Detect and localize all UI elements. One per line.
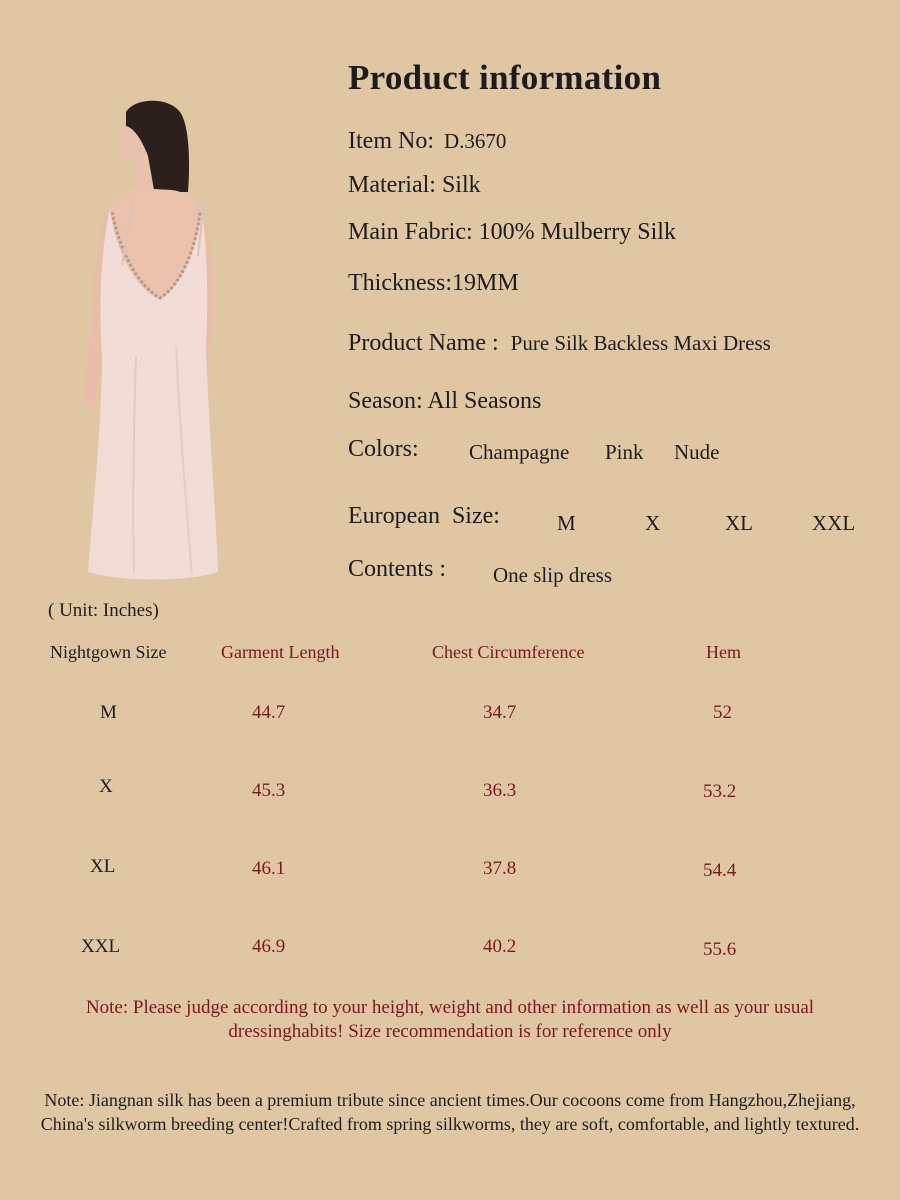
table-cell: 52 [713,702,732,723]
season-text: Season: All Seasons [348,388,542,414]
product-info-title: Product information [348,58,662,97]
product-name-row [348,330,771,357]
table-header: Chest Circumference [432,642,585,662]
table-cell: 40.2 [483,936,517,957]
item-number-label: Item No: [348,128,434,154]
size-option: X [645,511,661,535]
table-cell: 34.7 [483,702,517,723]
table-header: Garment Length [221,642,340,662]
size-option: XL [725,511,753,535]
table-cell-size: XL [90,856,116,877]
table-cell: 53.2 [703,781,737,802]
table-cell: 46.1 [252,858,286,879]
sizing-note: Note: Please judge according to your height, weight and other information as well as your usual dressinghabits! Size recommendation is for reference only [85,997,815,1042]
product-name-value: Pure Silk Backless Maxi Dress [510,331,771,355]
table-cell: 46.9 [252,936,286,957]
table-cell: 55.6 [703,939,737,960]
material-text: Material: Silk [348,172,481,198]
size-option: XXL [812,511,856,535]
color-option: Pink [605,440,644,464]
table-header: Nightgown Size [50,642,167,662]
unit-note: ( Unit: Inches) [48,600,159,621]
product-name-label: Product Name : [348,330,499,356]
european-size-label: European Size: [348,503,500,529]
table-cell: 37.8 [483,858,517,879]
color-option: Nude [674,440,720,464]
contents-value: One slip dress [493,563,612,587]
table-cell: 44.7 [252,702,286,723]
table-cell-size: X [99,776,113,797]
item-number-value: D.3670 [443,129,507,153]
table-cell-size: M [100,702,117,723]
thickness-row [348,270,519,297]
product-model-image [76,96,226,586]
colors-label: Colors: [348,436,419,462]
color-option: Champagne [469,440,570,464]
contents-label: Contents : [348,556,447,582]
table-cell-size: XXL [81,936,121,957]
table-cell: 36.3 [483,780,517,801]
thickness-value: 19MM [451,270,519,296]
table-cell: 54.4 [703,860,737,881]
table-cell: 45.3 [252,780,286,801]
thickness-label: Thickness: [348,270,452,296]
table-header: Hem [706,642,741,662]
item-number-row [348,128,506,155]
origin-note: Note: Jiangnan silk has been a premium tribute since ancient times.Our cocoons come from Hangzhou,Zhejiang, China's silkworm breeding center!Crafted from spring silkworms, they are soft, comfortable, and lightly textured. [40,1090,860,1134]
size-option: M [557,511,576,535]
main-fabric-text: Main Fabric: 100% Mulberry Silk [348,219,676,245]
